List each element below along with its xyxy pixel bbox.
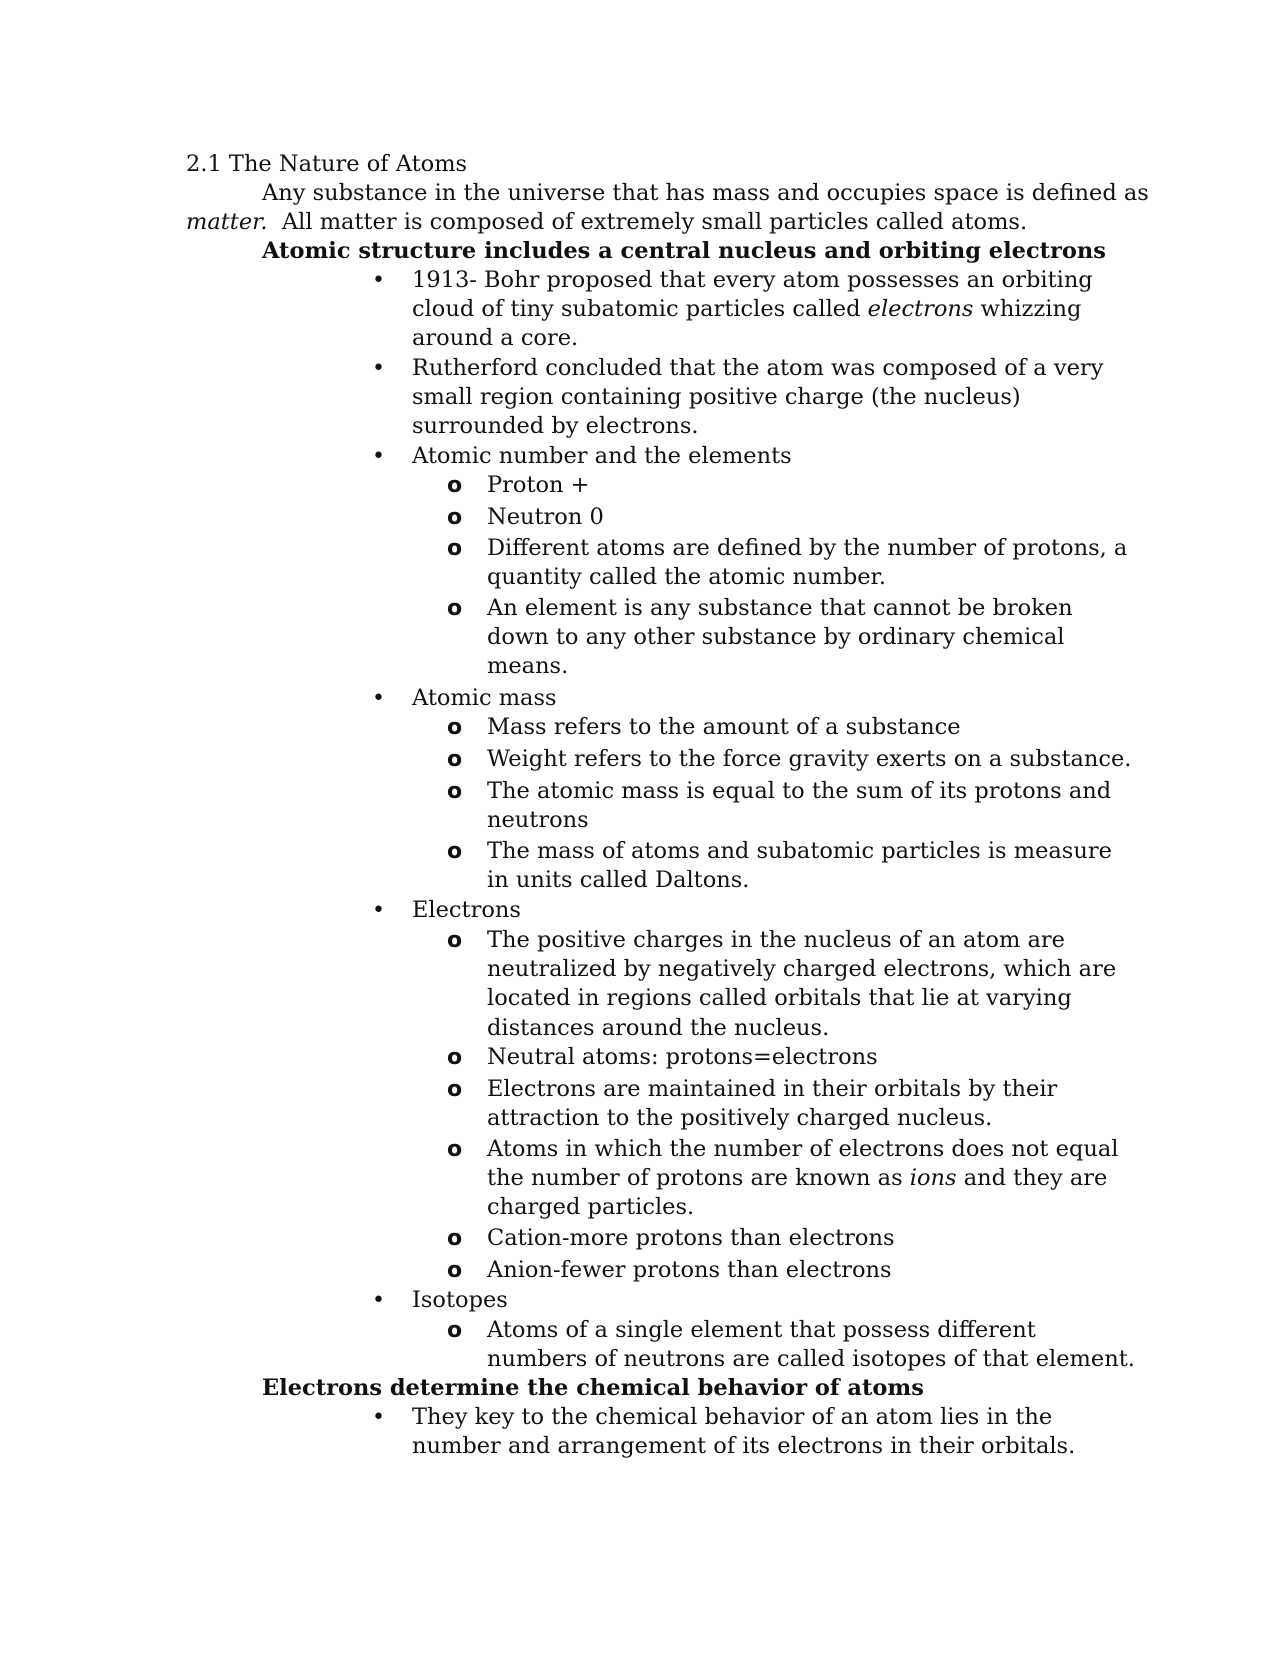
daltons-line-2: in units called Daltons. — [487, 867, 750, 894]
list-item-atomic-number: Atomic number and the elements — [412, 443, 792, 469]
ions-line-2-pre: the number of protons are known as — [487, 1165, 910, 1192]
list-item-atomic-mass: Atomic mass — [412, 685, 557, 711]
behavior-line-2: number and arrangement of its electrons in their orbitals. — [412, 1433, 1076, 1460]
isotopes-line-1: Atoms of a single element that possess different — [487, 1317, 1036, 1343]
term-electrons: electrons — [867, 296, 974, 323]
pos-line-3: located in regions called orbitals that lie at varying — [487, 985, 1072, 1012]
sub-item-atomic-mass-sum — [487, 777, 1111, 835]
bohr-line-2-pre: cloud of tiny subatomic particles called — [412, 296, 868, 323]
defined-line-1: Different atoms are defined by the number of protons, a — [487, 535, 1128, 561]
sum-line-1: The atomic mass is equal to the sum of its protons and — [487, 778, 1112, 804]
heading-atomic-structure: Atomic structure includes a central nucleus and orbiting electrons — [262, 238, 1106, 264]
defined-line-2: quantity called the atomic number. — [487, 564, 886, 591]
rutherford-line-3: surrounded by electrons. — [412, 413, 699, 440]
intro-line-1: Any substance in the universe that has mass and occupies space is defined as — [262, 180, 1149, 206]
sub-item-positive-charges — [487, 926, 1116, 1043]
section-title: 2.1 The Nature of Atoms — [186, 151, 468, 177]
sub-bullet-icon: o — [447, 1318, 463, 1343]
bohr-line-3: around a core. — [412, 325, 579, 352]
ions-line-2 — [487, 1164, 1118, 1193]
bohr-line-2 — [412, 295, 1093, 324]
sub-bullet-icon: o — [447, 1226, 463, 1251]
sum-line-2: neutrons — [487, 807, 589, 834]
sub-item-weight: Weight refers to the force gravity exerts on a substance. — [487, 746, 1132, 772]
sub-item-anion: Anion-fewer protons than electrons — [487, 1257, 892, 1283]
bohr-line-2-post: whizzing — [973, 296, 1082, 323]
sub-bullet-icon: o — [447, 839, 463, 864]
element-line-3: means. — [487, 653, 569, 680]
bullet-icon: • — [372, 1288, 385, 1313]
bullet-icon: • — [372, 898, 385, 923]
bullet-icon: • — [372, 1405, 385, 1430]
daltons-line-1: The mass of atoms and subatomic particles is measure — [487, 838, 1112, 864]
maint-line-2: attraction to the positively charged nucleus. — [487, 1105, 993, 1132]
sub-item-daltons — [487, 837, 1112, 895]
sub-bullet-icon: o — [447, 505, 463, 530]
sub-bullet-icon: o — [447, 1137, 463, 1162]
term-matter: matter. — [186, 209, 268, 235]
maint-line-1: Electrons are maintained in their orbitals by their — [487, 1076, 1058, 1102]
pos-line-4: distances around the nucleus. — [487, 1014, 830, 1041]
list-item-bohr — [412, 266, 1093, 354]
sub-bullet-icon: o — [447, 715, 463, 740]
sub-item-isotopes-def — [487, 1316, 1135, 1374]
sub-bullet-icon: o — [447, 536, 463, 561]
bullet-icon: • — [372, 444, 385, 469]
sub-bullet-icon: o — [447, 1045, 463, 1070]
list-item-isotopes: Isotopes — [412, 1287, 508, 1313]
sub-bullet-icon: o — [447, 596, 463, 621]
sub-bullet-icon: o — [447, 1077, 463, 1102]
sub-item-element-def — [487, 594, 1073, 682]
bullet-icon: • — [372, 686, 385, 711]
bohr-line-1: 1913- Bohr proposed that every atom possesses an orbiting — [412, 267, 1093, 293]
bullet-icon: • — [372, 356, 385, 381]
sub-bullet-icon: o — [447, 747, 463, 772]
rutherford-line-1: Rutherford concluded that the atom was composed of a very — [412, 355, 1104, 381]
sub-item-cation: Cation-more protons than electrons — [487, 1225, 895, 1251]
heading-chemical-behavior: Electrons determine the chemical behavior of atoms — [262, 1375, 924, 1401]
term-ions: ions — [909, 1165, 957, 1192]
intro-line-2 — [186, 208, 1027, 237]
rutherford-line-2: small region containing positive charge (the nucleus) — [412, 384, 1021, 411]
sub-bullet-icon: o — [447, 928, 463, 953]
behavior-line-1: They key to the chemical behavior of an atom lies in the — [412, 1404, 1053, 1430]
sub-item-atomic-number-def — [487, 534, 1127, 592]
list-item-chemical-behavior — [412, 1403, 1075, 1461]
element-line-1: An element is any substance that cannot be broken — [487, 595, 1073, 621]
list-item-rutherford — [412, 354, 1103, 442]
sub-item-orbitals — [487, 1075, 1057, 1133]
ions-line-3: charged particles. — [487, 1194, 695, 1221]
sub-bullet-icon: o — [447, 779, 463, 804]
sub-item-proton: Proton + — [487, 472, 590, 498]
element-line-2: down to any other substance by ordinary chemical — [487, 624, 1065, 651]
sub-item-mass: Mass refers to the amount of a substance — [487, 714, 961, 740]
pos-line-2: neutralized by negatively charged electrons, which are — [487, 956, 1117, 983]
intro-line-2-rest: All matter is composed of extremely small particles called atoms. — [267, 209, 1028, 235]
sub-item-ions — [487, 1135, 1118, 1223]
list-item-electrons: Electrons — [412, 897, 521, 923]
ions-line-2-post: and they are — [956, 1165, 1108, 1192]
pos-line-1: The positive charges in the nucleus of an atom are — [487, 927, 1065, 953]
sub-item-neutral-atoms: Neutral atoms: protons=electrons — [487, 1044, 878, 1070]
ions-line-1: Atoms in which the number of electrons does not equal — [487, 1136, 1119, 1162]
sub-item-neutron: Neutron 0 — [487, 504, 604, 530]
sub-bullet-icon: o — [447, 473, 463, 498]
bullet-icon: • — [372, 268, 385, 293]
isotopes-line-2: numbers of neutrons are called isotopes of that element. — [487, 1346, 1135, 1373]
sub-bullet-icon: o — [447, 1258, 463, 1283]
